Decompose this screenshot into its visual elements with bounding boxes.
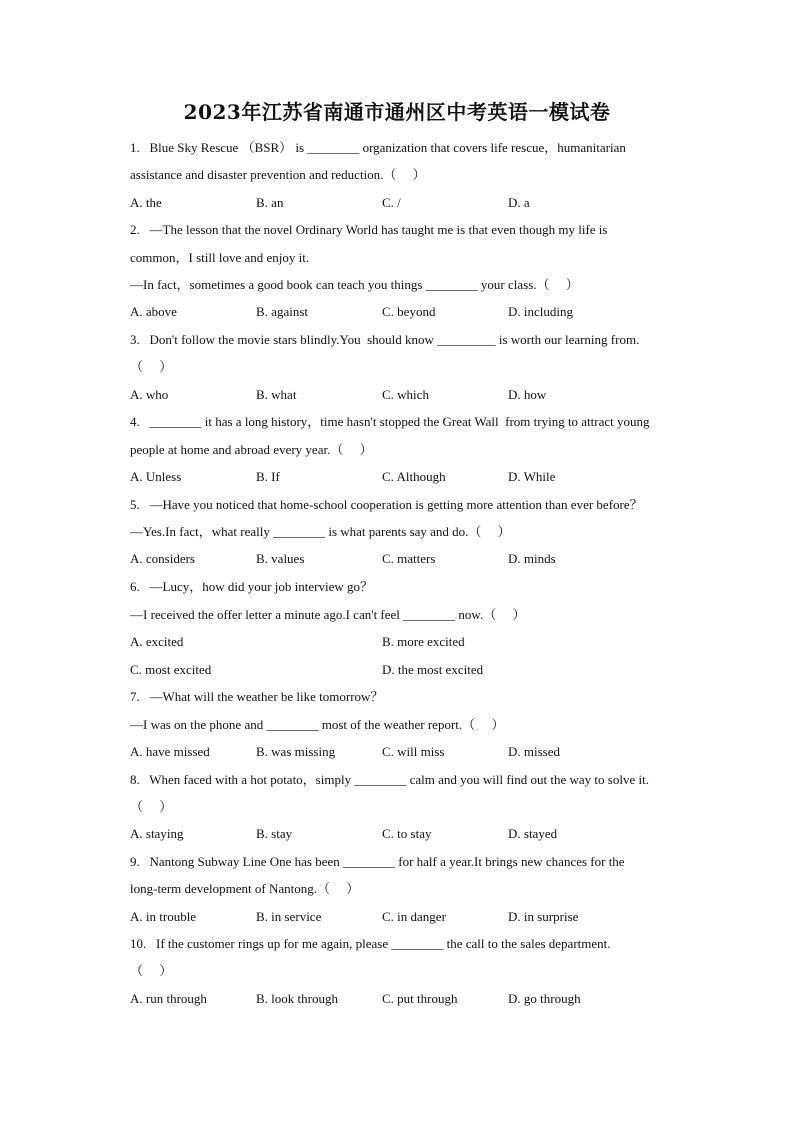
option-d[interactable]: D. a — [508, 195, 530, 210]
option-b[interactable]: B. in service — [256, 909, 322, 924]
option-a[interactable]: A. above — [130, 304, 177, 319]
option-c[interactable]: C. put through — [382, 991, 458, 1006]
option-b[interactable]: B. what — [256, 387, 297, 402]
option-b[interactable]: B. stay — [256, 826, 293, 841]
question-4-line-1: 4. ________ it has a long history，time hasn't stopped the Great Wall from trying to attract young — [130, 414, 650, 429]
option-c[interactable]: C. beyond — [382, 304, 436, 319]
option-a[interactable]: A. the — [130, 195, 162, 210]
question-2-line-3: —In fact，sometimes a good book can teach you things ________ your class.（ ） — [130, 277, 579, 292]
option-a[interactable]: A. excited — [130, 634, 184, 649]
question-8-line-2: （ ） — [130, 799, 173, 814]
option-b[interactable]: B. If — [256, 469, 280, 484]
question-1-line-1: 1. Blue Sky Rescue （BSR） is ________ organization that covers life rescue，humanitarian — [130, 140, 626, 155]
option-d[interactable]: D. While — [508, 469, 556, 484]
option-c[interactable]: C. will miss — [382, 744, 445, 759]
question-7-line-2: —I was on the phone and ________ most of the weather report.（ ） — [130, 717, 505, 732]
option-c[interactable]: C. most excited — [130, 662, 212, 677]
question-1-line-2: assistance and disaster prevention and reduction.（ ） — [130, 167, 426, 182]
option-a[interactable]: A. Unless — [130, 469, 182, 484]
question-9-line-1: 9. Nantong Subway Line One has been ________ for half a year.It brings new chances for the — [130, 854, 625, 869]
option-b[interactable]: B. an — [256, 195, 284, 210]
question-6-line-2: —I received the offer letter a minute ago.I can't feel ________ now.（ ） — [130, 607, 526, 622]
question-2-line-2: common，I still love and enjoy it. — [130, 250, 310, 265]
option-a[interactable]: A. staying — [130, 826, 184, 841]
option-d[interactable]: D. the most excited — [382, 662, 484, 677]
option-b[interactable]: B. more excited — [382, 634, 465, 649]
question-6-line-1: 6. —Lucy，how did your job interview go？ — [130, 579, 373, 594]
option-d[interactable]: D. minds — [508, 551, 556, 566]
question-5-line-2: —Yes.In fact，what really ________ is what parents say and do.（ ） — [130, 524, 511, 539]
question-10-line-1: 10. If the customer rings up for me again, please ________ the call to the sales department. — [130, 936, 611, 951]
option-d[interactable]: D. missed — [508, 744, 560, 759]
option-c[interactable]: C. which — [382, 387, 429, 402]
question-10-line-2: （ ） — [130, 963, 173, 978]
option-c[interactable]: C. matters — [382, 551, 436, 566]
page-title: 2023年江苏省南通市通州区中考英语一模试卷 — [183, 100, 611, 124]
option-a[interactable]: A. in trouble — [130, 909, 197, 924]
question-3-line-1: 3. Don't follow the movie stars blindly.You should know _________ is worth our learning from. — [130, 332, 640, 347]
option-a[interactable]: A. considers — [130, 551, 195, 566]
question-9-line-2: long-term development of Nantong.（ ） — [130, 881, 360, 896]
option-b[interactable]: B. look through — [256, 991, 338, 1006]
option-a[interactable]: A. who — [130, 387, 169, 402]
question-7-line-1: 7. —What will the weather be like tomorrow？ — [130, 689, 384, 704]
question-5-line-1: 5. —Have you noticed that home-school cooperation is getting more attention than ever before？ — [130, 497, 643, 512]
option-d[interactable]: D. stayed — [508, 826, 558, 841]
option-b[interactable]: B. values — [256, 551, 305, 566]
question-4-line-2: people at home and abroad every year.（ ） — [130, 442, 373, 457]
option-d[interactable]: D. in surprise — [508, 909, 579, 924]
option-a[interactable]: A. run through — [130, 991, 207, 1006]
option-d[interactable]: D. how — [508, 387, 547, 402]
option-a[interactable]: A. have missed — [130, 744, 210, 759]
option-c[interactable]: C. / — [382, 195, 401, 210]
option-c[interactable]: C. Although — [382, 469, 446, 484]
option-c[interactable]: C. to stay — [382, 826, 432, 841]
option-b[interactable]: B. against — [256, 304, 308, 319]
option-c[interactable]: C. in danger — [382, 909, 446, 924]
question-8-line-1: 8. When faced with a hot potato，simply ________ calm and you will find out the way to solve it. — [130, 772, 649, 787]
question-3-line-2: （ ） — [130, 359, 173, 374]
option-d[interactable]: D. including — [508, 304, 573, 319]
option-b[interactable]: B. was missing — [256, 744, 336, 759]
question-2-line-1: 2. —The lesson that the novel Ordinary World has taught me is that even though my life is — [130, 222, 608, 237]
option-d[interactable]: D. go through — [508, 991, 581, 1006]
